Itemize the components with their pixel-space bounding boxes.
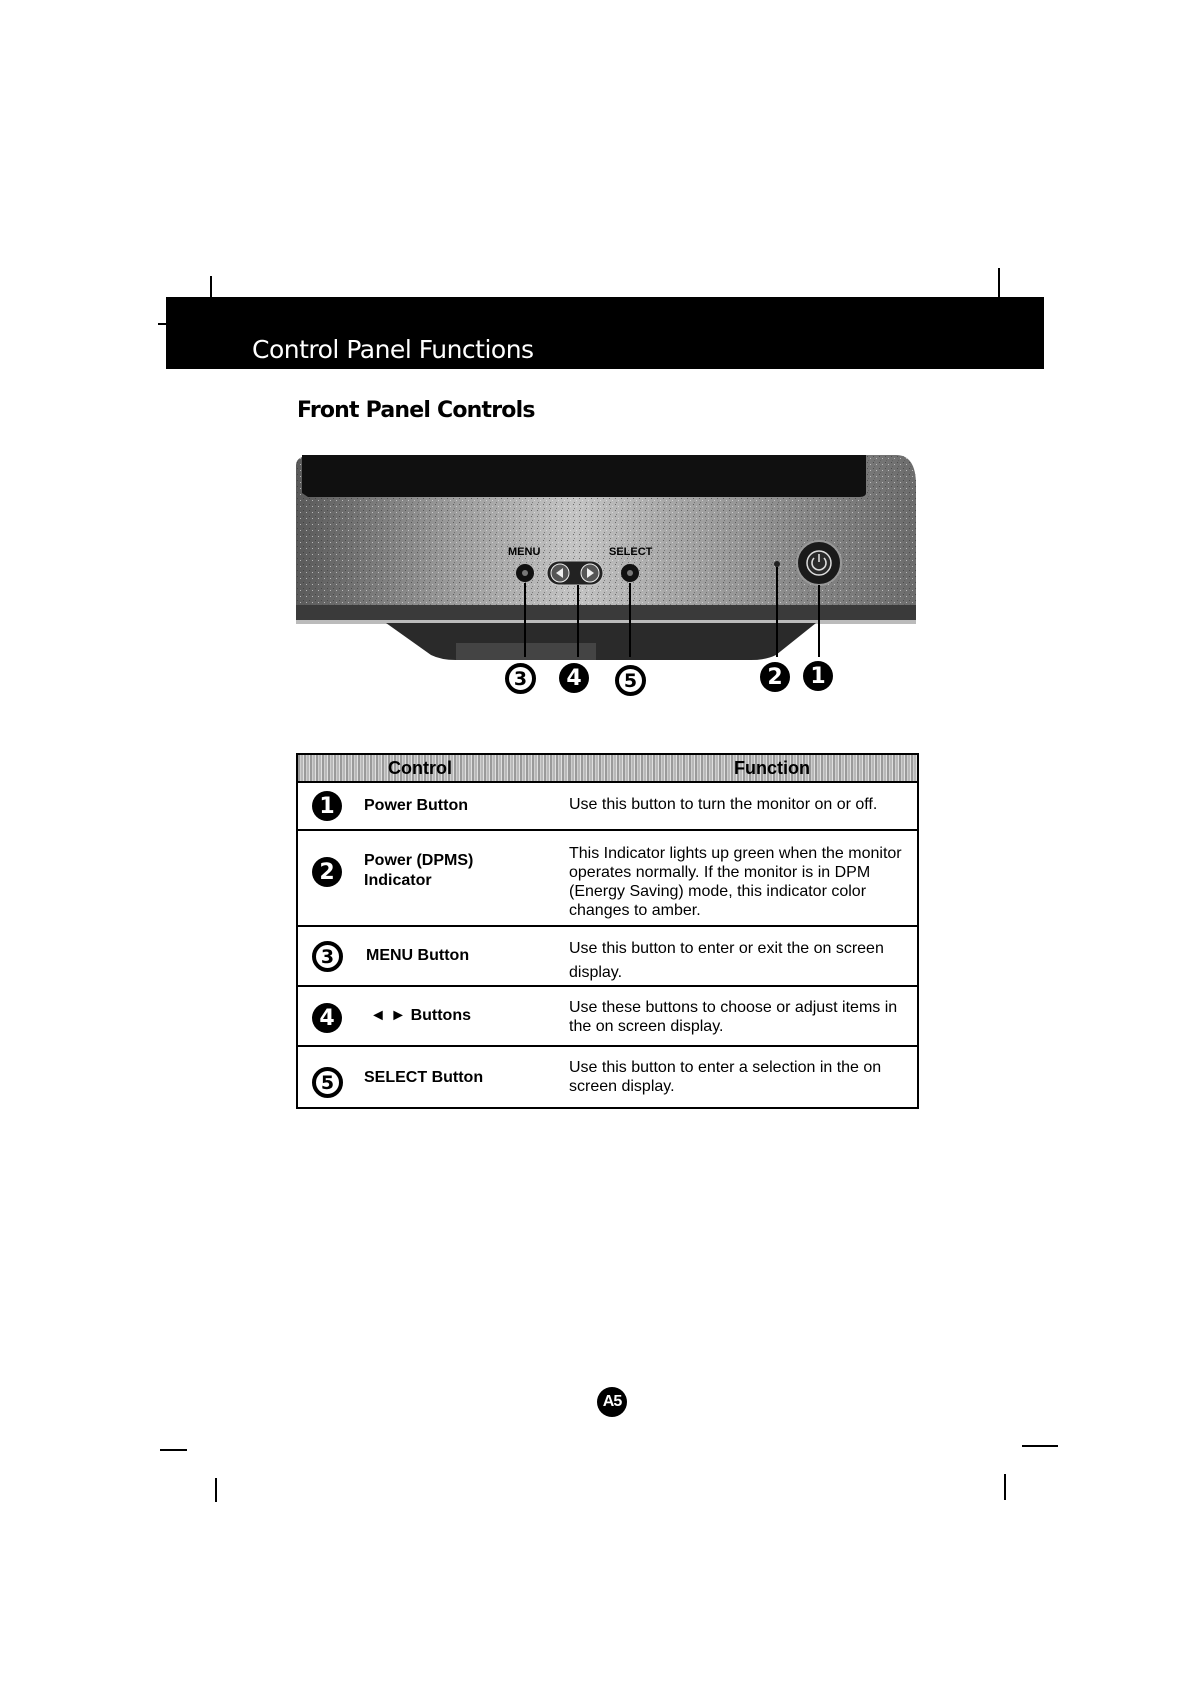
callout-3: 3	[505, 663, 536, 694]
table-row	[297, 1046, 918, 1108]
column-header-function: Function	[569, 754, 918, 782]
row-number-badge: 1	[312, 791, 342, 821]
control-name: Power Button	[364, 782, 569, 830]
table-row	[297, 926, 918, 986]
control-function: Use this button to enter or exit the on screen display.	[569, 926, 918, 986]
row-number-badge: 3	[312, 941, 343, 972]
control-function: Use these buttons to choose or adjust items in the on screen display.	[569, 986, 918, 1046]
control-function-table	[296, 753, 919, 1109]
control-name: SELECT Button	[364, 1046, 569, 1108]
callout-5: 5	[615, 665, 646, 696]
callout-2: 2	[760, 662, 790, 692]
control-name: MENU Button	[364, 926, 569, 986]
crop-mark	[160, 1449, 187, 1451]
control-name: ◄ ► Buttons	[364, 986, 569, 1046]
crop-mark	[1004, 1474, 1006, 1500]
column-header-control: Control	[297, 754, 569, 782]
row-number-badge: 2	[312, 857, 342, 887]
crop-mark	[215, 1478, 217, 1502]
crop-mark	[1022, 1445, 1058, 1447]
callout-4: 4	[559, 663, 589, 693]
control-function: Use this button to turn the monitor on or off.	[569, 782, 918, 830]
monitor-front-panel-image	[296, 455, 916, 685]
row-number-badge: 4	[312, 1003, 342, 1033]
table-row	[297, 830, 918, 926]
page-title: Control Panel Functions	[252, 335, 534, 364]
control-name: Power (DPMS) Indicator	[364, 830, 569, 926]
select-label: SELECT	[609, 546, 653, 558]
callout-1: 1	[803, 661, 833, 691]
control-function: This Indicator lights up green when the monitor operates normally. If the monitor is in DPM (Energy Saving) mode, this indicator color changes to amber.	[569, 830, 918, 926]
menu-label: MENU	[508, 546, 541, 558]
table-header-row	[297, 754, 918, 782]
header-bar	[166, 297, 1044, 369]
power-indicator-icon	[774, 561, 780, 567]
section-title: Front Panel Controls	[297, 398, 535, 423]
control-function: Use this button to enter a selection in the on screen display.	[569, 1046, 918, 1108]
row-number-badge: 5	[312, 1067, 343, 1098]
table-row	[297, 986, 918, 1046]
page-number-badge: A5	[597, 1387, 627, 1417]
crop-mark	[998, 268, 1000, 298]
table-row	[297, 782, 918, 830]
